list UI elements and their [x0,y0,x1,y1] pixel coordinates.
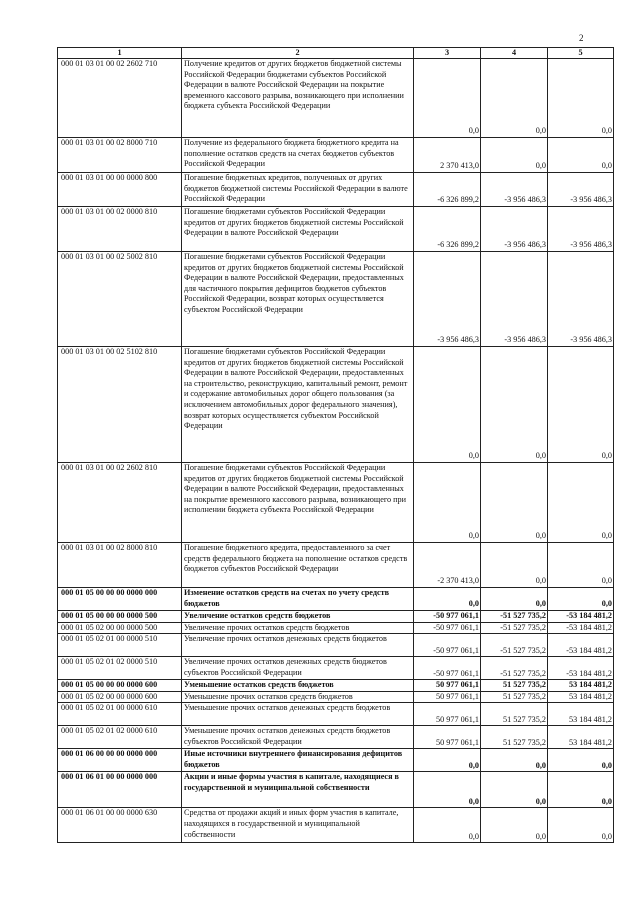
value-col4-cell: 0,0 [481,588,548,611]
table-row [58,252,614,347]
value-col3-cell: -50 977 061,1 [414,622,481,634]
item-name-cell: Уменьшение остатков средств бюджетов [182,680,414,692]
value-col5-cell: 0,0 [548,138,614,173]
value-col4-cell: 0,0 [481,59,548,138]
value-col4-cell: 51 527 735,2 [481,691,548,703]
value-col4-cell: -51 527 735,2 [481,634,548,657]
table-row [58,622,614,634]
item-name-cell: Увеличение прочих остатков денежных средств бюджетов [182,634,414,657]
table-row [58,138,614,173]
item-name-cell: Изменение остатков средств на счетах по учету средств бюджетов [182,588,414,611]
item-name-cell: Уменьшение прочих остатков денежных средств бюджетов субъектов Российской Федерации [182,726,414,749]
budget-code-cell: 000 01 05 02 01 02 0000 610 [58,726,182,749]
value-col4-cell: -3 956 486,3 [481,173,548,207]
value-col4-cell: 0,0 [481,808,548,843]
value-col4-cell: 0,0 [481,138,548,173]
value-col4-cell: 0,0 [481,749,548,772]
value-col3-cell: -50 977 061,1 [414,634,481,657]
budget-code-cell: 000 01 05 00 00 00 0000 600 [58,680,182,692]
value-col4-cell: 0,0 [481,347,548,463]
budget-sources-table [57,47,614,843]
column-header: 2 [182,48,414,59]
table-row [58,611,614,623]
budget-code-cell: 000 01 03 01 00 02 8000 710 [58,138,182,173]
value-col5-cell: 0,0 [548,808,614,843]
value-col4-cell: 51 527 735,2 [481,680,548,692]
table-row [58,634,614,657]
item-name-cell: Погашение бюджетных кредитов, полученных от других бюджетов бюджетной системы Российской Федерации в валюте Российской Федерации [182,173,414,207]
value-col3-cell: -50 977 061,1 [414,611,481,623]
budget-code-cell: 000 01 03 01 00 02 8000 810 [58,543,182,588]
budget-code-cell: 000 01 05 00 00 00 0000 000 [58,588,182,611]
value-col3-cell: 0,0 [414,59,481,138]
table-row [58,680,614,692]
table-row [58,772,614,808]
table-row [58,588,614,611]
value-col4-cell: 51 527 735,2 [481,703,548,726]
table-row [58,726,614,749]
table-row [58,207,614,252]
item-name-cell: Увеличение прочих остатков средств бюджетов [182,622,414,634]
value-col5-cell: 53 184 481,2 [548,703,614,726]
value-col3-cell: 50 977 061,1 [414,691,481,703]
budget-code-cell: 000 01 06 00 00 00 0000 000 [58,749,182,772]
value-col3-cell: 0,0 [414,749,481,772]
value-col3-cell: 50 977 061,1 [414,703,481,726]
value-col5-cell: -53 184 481,2 [548,622,614,634]
item-name-cell: Уменьшение прочих остатков средств бюджетов [182,691,414,703]
table-row [58,749,614,772]
item-name-cell: Погашение бюджетами субъектов Российской Федерации кредитов от других бюджетов бюджетной системы Российской Федерации в валюте Российской Федерации, предоставленных на покрытие временного кассового разрыва, возникающего при исполнении бюджета субъекта Российской Федерации [182,463,414,543]
value-col5-cell: 0,0 [548,347,614,463]
column-header: 5 [548,48,614,59]
item-name-cell: Погашение бюджетного кредита, предоставленного за счет средств федерального бюджета на пополнение остатков средств бюджетов субъектов Российской Федерации [182,543,414,588]
table-row [58,59,614,138]
budget-code-cell: 000 01 05 02 00 00 0000 600 [58,691,182,703]
value-col3-cell: -2 370 413,0 [414,543,481,588]
value-col4-cell: -3 956 486,3 [481,252,548,347]
budget-code-cell: 000 01 05 02 01 02 0000 510 [58,657,182,680]
value-col3-cell: 0,0 [414,463,481,543]
budget-code-cell: 000 01 05 00 00 00 0000 500 [58,611,182,623]
table-row [58,347,614,463]
table-row [58,808,614,843]
item-name-cell: Погашение бюджетами субъектов Российской Федерации кредитов от других бюджетов бюджетной системы Российской Федерации в валюте Российской Федерации [182,207,414,252]
table-row [58,543,614,588]
budget-code-cell: 000 01 03 01 00 00 0000 800 [58,173,182,207]
value-col3-cell: -3 956 486,3 [414,252,481,347]
value-col5-cell: -53 184 481,2 [548,634,614,657]
budget-code-cell: 000 01 05 02 01 00 0000 610 [58,703,182,726]
budget-code-cell: 000 01 05 02 00 00 0000 500 [58,622,182,634]
budget-code-cell: 000 01 03 01 00 02 0000 810 [58,207,182,252]
value-col5-cell: -3 956 486,3 [548,173,614,207]
table-row [58,173,614,207]
value-col4-cell: -51 527 735,2 [481,611,548,623]
value-col4-cell: 0,0 [481,772,548,808]
page-number: 2 [579,33,584,43]
value-col3-cell: 0,0 [414,588,481,611]
value-col3-cell: 0,0 [414,772,481,808]
value-col4-cell: -51 527 735,2 [481,622,548,634]
column-header: 3 [414,48,481,59]
budget-code-cell: 000 01 03 01 00 02 5002 810 [58,252,182,347]
item-name-cell: Уменьшение прочих остатков денежных средств бюджетов [182,703,414,726]
value-col4-cell: -3 956 486,3 [481,207,548,252]
item-name-cell: Получение из федерального бюджета бюджетного кредита на пополнение остатков средств на счетах бюджетов субъектов Российской Федерации [182,138,414,173]
value-col5-cell: -53 184 481,2 [548,611,614,623]
value-col3-cell: -6 326 899,2 [414,207,481,252]
budget-code-cell: 000 01 06 01 00 00 0000 000 [58,772,182,808]
table-row [58,703,614,726]
value-col3-cell: 2 370 413,0 [414,138,481,173]
item-name-cell: Иные источники внутреннего финансирования дефицитов бюджетов [182,749,414,772]
value-col4-cell: -51 527 735,2 [481,657,548,680]
table-row [58,691,614,703]
budget-code-cell: 000 01 06 01 00 00 0000 630 [58,808,182,843]
value-col3-cell: 0,0 [414,347,481,463]
budget-code-cell: 000 01 03 01 00 02 2602 710 [58,59,182,138]
item-name-cell: Акции и иные формы участия в капитале, находящиеся в государственной и муниципальной собственности [182,772,414,808]
budget-code-cell: 000 01 05 02 01 00 0000 510 [58,634,182,657]
value-col3-cell: 50 977 061,1 [414,726,481,749]
value-col5-cell: 0,0 [548,463,614,543]
budget-code-cell: 000 01 03 01 00 02 5102 810 [58,347,182,463]
item-name-cell: Погашение бюджетами субъектов Российской Федерации кредитов от других бюджетов бюджетной системы Российской Федерации в валюте Российской Федерации, предоставленных для частичного покрытия дефицитов бюджетов субъектов Российской Федерации, возврат которых осуществляется субъектом Российской Федерации [182,252,414,347]
value-col5-cell: -3 956 486,3 [548,252,614,347]
value-col5-cell: 0,0 [548,59,614,138]
table-body [58,48,614,843]
item-name-cell: Увеличение прочих остатков денежных средств бюджетов субъектов Российской Федерации [182,657,414,680]
value-col5-cell: 53 184 481,2 [548,680,614,692]
item-name-cell: Погашение бюджетами субъектов Российской Федерации кредитов от других бюджетов бюджетной системы Российской Федерации в валюте Российской Федерации, предоставленных на строительство, реконструкцию, капитальный ремонт, ремонт и содержание автомобильных дорог общего пользования (за исключением автомобильных дорог федерального значения), возврат которых осуществляется субъектом Российской Федерации [182,347,414,463]
value-col3-cell: 50 977 061,1 [414,680,481,692]
value-col3-cell: -50 977 061,1 [414,657,481,680]
column-header: 1 [58,48,182,59]
column-header: 4 [481,48,548,59]
value-col5-cell: 53 184 481,2 [548,726,614,749]
table-header-row [58,48,614,59]
value-col5-cell: -53 184 481,2 [548,657,614,680]
budget-sources-table-container [57,47,613,843]
value-col5-cell: 53 184 481,2 [548,691,614,703]
table-row [58,657,614,680]
value-col5-cell: 0,0 [548,749,614,772]
value-col5-cell: 0,0 [548,772,614,808]
budget-code-cell: 000 01 03 01 00 02 2602 810 [58,463,182,543]
value-col4-cell: 51 527 735,2 [481,726,548,749]
value-col4-cell: 0,0 [481,463,548,543]
value-col4-cell: 0,0 [481,543,548,588]
value-col3-cell: -6 326 899,2 [414,173,481,207]
item-name-cell: Средства от продажи акций и иных форм участия в капитале, находящихся в государственной и муниципальной собственности [182,808,414,843]
value-col5-cell: 0,0 [548,588,614,611]
value-col3-cell: 0,0 [414,808,481,843]
value-col5-cell: -3 956 486,3 [548,207,614,252]
table-row [58,463,614,543]
value-col5-cell: 0,0 [548,543,614,588]
item-name-cell: Увеличение остатков средств бюджетов [182,611,414,623]
item-name-cell: Получение кредитов от других бюджетов бюджетной системы Российской Федерации бюджетами субъектов Российской Федерации в валюте Российской Федерации на покрытие временного кассового разрыва, возникающего при исполнении бюджета субъекта Российской Федерации [182,59,414,138]
